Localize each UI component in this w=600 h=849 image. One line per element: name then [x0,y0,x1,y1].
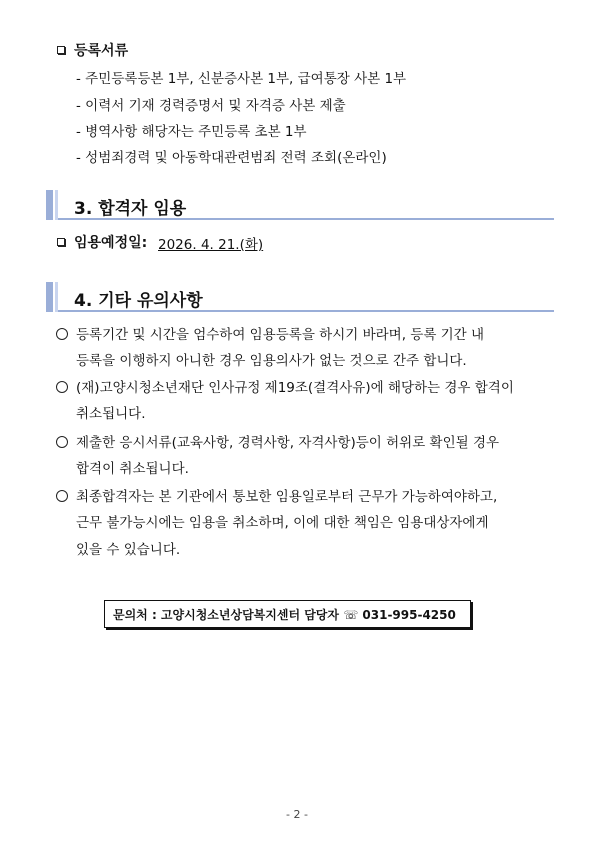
documents-title: 등록서류 [74,43,129,59]
page-number: - 2 - [286,808,308,821]
square-bullet-icon [57,238,65,246]
section-4-header [46,282,554,312]
square-bullet-icon [57,46,65,54]
notice-line: 있을 수 있습니다. [76,542,181,558]
contact-box [104,600,471,628]
document-item: - 성범죄경력 및 아동학대관련범죄 전력 조회(온라인) [76,150,387,166]
notice-line: 등록기간 및 시간을 엄수하여 임용등록을 하시기 바라며, 등록 기간 내 [76,327,485,343]
circle-bullet-icon [56,381,68,393]
document-item: - 주민등록등본 1부, 신분증사본 1부, 급여통장 사본 1부 [76,71,407,87]
notice-line: 합격이 취소됩니다. [76,461,189,477]
notice-line: 취소됩니다. [76,406,146,422]
contact-phone: 031-995-4250 [362,608,456,622]
document-item: - 이력서 기재 경력증명서 및 자격증 사본 제출 [76,98,346,114]
circle-bullet-icon [56,328,68,340]
notice-line: 근무 불가능시에는 임용을 취소하며, 이에 대한 책임은 임용대상자에게 [76,515,489,531]
notice-line: (재)고양시청소년재단 인사규정 제19조(결격사유)에 해당하는 경우 합격이 [76,380,514,396]
section-3-title: 3. 합격자 임용 [74,199,187,219]
appointment-date-label: 임용예정일: [74,235,148,251]
appointment-date: 2026. 4. 21.(화) [158,237,264,253]
notice-line: 제출한 응시서류(교육사항, 경력사항, 자격사항)등이 허위로 확인될 경우 [76,435,500,451]
notice-line: 최종합격자는 본 기관에서 통보한 임용일로부터 근무가 가능하여야하고, [76,489,498,505]
notice-line: 등록을 이행하지 아니한 경우 임용의사가 없는 것으로 간주 합니다. [76,353,467,369]
section-3-header [46,190,554,220]
circle-bullet-icon [56,436,68,448]
section-4-title: 4. 기타 유의사항 [74,291,203,311]
circle-bullet-icon [56,490,68,502]
contact-label: 문의처 : 고양시청소년상담복지센터 담당자 [113,608,339,622]
document-item: - 병역사항 해당자는 주민등록 초본 1부 [76,124,307,140]
phone-icon: ☏ [343,608,359,622]
